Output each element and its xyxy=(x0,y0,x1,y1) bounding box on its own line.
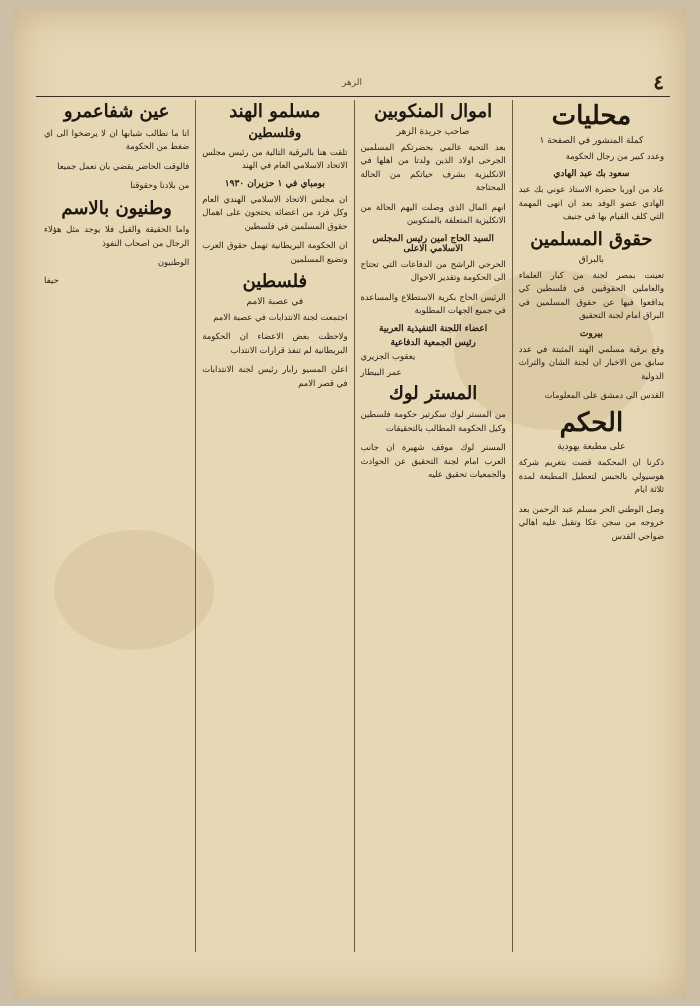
section-title: وطنيون بالاسم xyxy=(61,197,172,219)
article-paragraph: من المستر لوك سكرتير حكومة فلسطين وكيل الحكومة المطالب بالتحقيقات xyxy=(360,409,506,433)
column-title: عين شفاعمرو xyxy=(63,101,170,122)
article-paragraph: وصل الوطني الحر مسلم عبد الرحمن بعد خروجه من سجن عكا وتقبل عليه اهالي ضواحي القدس xyxy=(518,503,664,541)
column-title: مسلمو الهند xyxy=(229,101,321,122)
section-subtitle: بالبراق xyxy=(578,254,604,265)
article-paragraph: الرئيس الحاج بكرية الاستطلاع والمساعدة في جميع الجهات المطلوبة xyxy=(360,291,506,316)
article-subheading: سعود بك عبد الهادي xyxy=(553,169,630,180)
article-paragraph: واما الحقيقة والقيل فلا يوجد مثل هؤلاء الرجال من اصحاب النفوذ xyxy=(44,224,190,248)
article-subheading: رئيس الجمعية الدفاعية xyxy=(390,337,476,348)
signature: يعقوب الجزيري xyxy=(360,351,416,362)
masthead-label: الزهر xyxy=(342,78,362,88)
article-columns xyxy=(38,100,670,952)
section-title: فلسطين xyxy=(242,271,308,293)
article-paragraph: ولاحظت بعض الاعضاء ان الحكومة البريطانية لم تنفذ قرارات الانتداب xyxy=(202,331,348,355)
column-local xyxy=(512,100,670,952)
column-title-line2: وفلسطين xyxy=(248,125,302,141)
section-title: حقوق المسلمين xyxy=(530,228,653,250)
article-paragraph: الحرجي الراشح من الدفاعات التي تحتاج الى الحكومة وتقدير الاحوال xyxy=(360,258,506,283)
section-subtitle: على مطبعة يهودية xyxy=(557,442,626,453)
page-header xyxy=(34,70,670,96)
article-paragraph: تلقت هنا بالبرقية التالية من رئيس مجلس الاتحاد الاسلامي العام في الهند xyxy=(202,146,348,171)
column-title: محليات xyxy=(551,101,632,131)
article-paragraph: الوطنيون xyxy=(157,257,190,268)
article-paragraph: انا ما نطالب شبابها ان لا يرضخوا الى اي ضغط من الحكومة xyxy=(44,127,190,152)
article-paragraph: فالوقت الحاضر يقضي بان نعمل جميعا xyxy=(57,160,190,171)
signature: حيفا xyxy=(44,275,59,286)
article-paragraph: ان مجلس الاتحاد الاسلامي الهندي العام وكل فرد من اعضائه يحتجون على اهمال حقوق المسلمين في فلسطين xyxy=(202,193,348,231)
article-paragraph: عاد من اوربا حضرة الاستاذ عوني بك عبد الهادي عضو الوفد بعد ان انهى المهمة التي كلف القيام بها في جنيف xyxy=(518,184,664,222)
article-paragraph: اجتمعت لجنة الانتدابات في عصبة الامم xyxy=(213,311,348,322)
article-paragraph: انهم المال الذي وصلت اليهم الحالة من الانكليزية المتعلقة بالمنكوبين xyxy=(360,201,506,226)
column-youth xyxy=(38,100,195,952)
column-subtitle: صاحب جريدة الزهر xyxy=(396,126,470,137)
section-title: المستر لوك xyxy=(389,382,478,404)
signature: عمر البيطار xyxy=(360,367,402,378)
article-paragraph: ذكرنا ان المحكمة قضت بتغريم شركة هوسيولي بالحبس لتعطيل المطبعة لمدة ثلاثة ايام xyxy=(518,457,664,495)
dateline: بومباي في ١ حزيران ١٩٣٠ xyxy=(224,178,325,189)
page-number: ٤ xyxy=(653,70,664,94)
article-paragraph: من بلادنا وحقوقنا xyxy=(130,180,190,191)
article-paragraph: القدس الى دمشق على المعلومات xyxy=(544,390,664,401)
column-subtitle: كملة المنشور في الصفحة ١ xyxy=(539,135,644,146)
article-subheading: اعضاء اللجنة التنفيذية العربية xyxy=(379,323,488,334)
article-paragraph: اعلن المسيو رابار رئيس لجنة الانتدابات في قصر الامم xyxy=(202,364,348,388)
article-paragraph: تعينت بمصر لجنة من كبار العلماء والعاملين الحقوقيين في فلسطين كي يدافعوا فيها عن حقوق المسلمين في البراق امام لجنة التحقيق xyxy=(518,269,664,321)
article-paragraph: وقع برقية مسلمي الهند المثبتة في عدد سابق من الاخبار ان لجنة الشان والتراث الدولية xyxy=(518,343,664,381)
article-paragraph: وعدد كبير من رجال الحكومة xyxy=(565,150,664,161)
dateline: بيروت xyxy=(579,328,603,339)
column-india xyxy=(195,100,353,952)
header-rule xyxy=(36,96,670,97)
article-paragraph: ان الحكومة البريطانية تهمل حقوق العرب وتضيع المسلمين xyxy=(202,240,348,264)
column-title: اموال المنكوبين xyxy=(374,101,493,122)
section-subtitle: في عصبة الامم xyxy=(246,296,304,307)
article-paragraph: المستر لوك موقف شهيرة ان جانب العرب امام لجنة التحقيق عن الحوادث والجمعيات تحقيق عليه xyxy=(360,442,506,480)
column-money xyxy=(354,100,512,952)
section-title: الحكم xyxy=(559,407,624,438)
article-paragraph: بعد التحية عالمي بحضرتكم المسلمين الجرحى اولاد الذين ولدتا من اهلها في الانكليزية بشرف حياتكم من الحالة المحتاجة xyxy=(360,141,506,193)
article-subheading: السيد الحاج امين رئيس المجلس الاسلامي الاعلى xyxy=(372,233,494,254)
